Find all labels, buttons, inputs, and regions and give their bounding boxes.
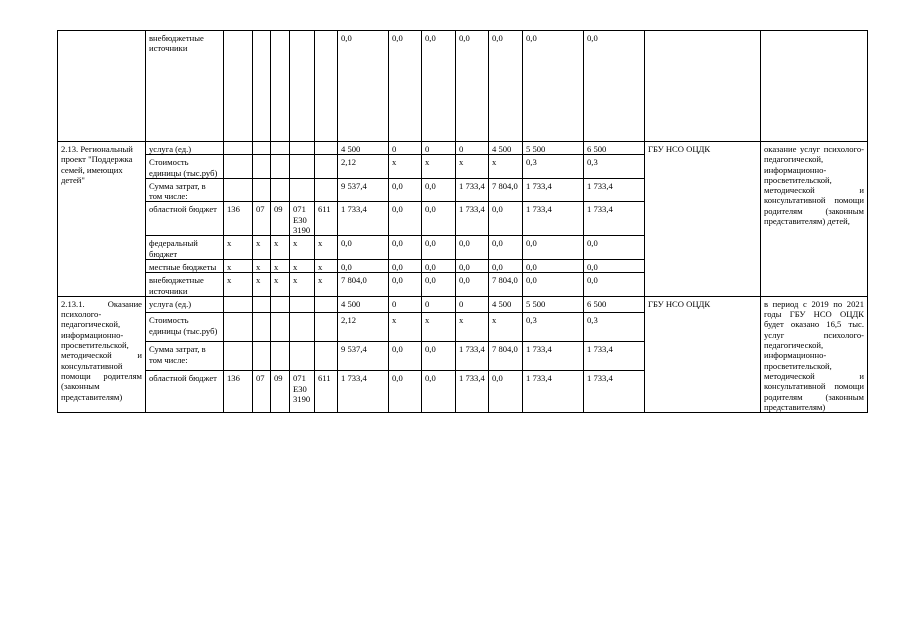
kbk-csr <box>290 31 315 142</box>
kbk-csr: 071Е303190 <box>290 202 315 236</box>
kbk-pr <box>271 313 290 342</box>
value-year: 0,0 <box>422 31 456 142</box>
value-total: 7 804,0 <box>338 273 389 297</box>
value-year: 0,0 <box>523 31 584 142</box>
expected-result <box>761 31 868 142</box>
kbk-grbs: х <box>224 273 253 297</box>
cost-item: Сумма затрат, в том числе: <box>146 342 224 371</box>
kbk-pr: х <box>271 259 290 272</box>
value-year: 0,0 <box>422 371 456 413</box>
value-total: 1 733,4 <box>338 371 389 413</box>
kbk-pr: х <box>271 273 290 297</box>
value-total: 1 733,4 <box>338 202 389 236</box>
value-year: 0,0 <box>456 31 489 142</box>
value-year: 1 733,4 <box>456 202 489 236</box>
value-year: х <box>456 313 489 342</box>
value-total: 2,12 <box>338 313 389 342</box>
value-year: 6 500 <box>584 296 645 312</box>
kbk-rz: 07 <box>253 371 271 413</box>
kbk-rz <box>253 31 271 142</box>
value-year: 1 733,4 <box>584 202 645 236</box>
value-total: 2,12 <box>338 155 389 179</box>
expected-result: в период с 2019 по 2021 годы ГБУ НСО ОЦДК будет оказано 16,5 тыс. услуг психолого-педагогической, информационно-просветительской, методической и консультативной помощи родителям (законным представителям) <box>761 296 868 412</box>
kbk-vr <box>315 342 338 371</box>
value-year: 7 804,0 <box>489 342 523 371</box>
value-year: 0,0 <box>584 31 645 142</box>
kbk-rz: х <box>253 273 271 297</box>
value-total: 9 537,4 <box>338 342 389 371</box>
value-year: 0,0 <box>489 371 523 413</box>
kbk-csr: х <box>290 236 315 260</box>
kbk-pr <box>271 155 290 179</box>
value-year: 0,0 <box>422 236 456 260</box>
kbk-pr: 09 <box>271 202 290 236</box>
cost-item: Стоимость единицы (тыс.руб) <box>146 313 224 342</box>
value-year: х <box>489 313 523 342</box>
value-year: 0,0 <box>584 273 645 297</box>
value-year: 7 804,0 <box>489 178 523 202</box>
kbk-grbs <box>224 142 253 155</box>
value-year: 0,0 <box>422 178 456 202</box>
value-total: 4 500 <box>338 296 389 312</box>
kbk-vr <box>315 142 338 155</box>
value-year: 4 500 <box>489 296 523 312</box>
executor: ГБУ НСО ОЦДК <box>645 296 761 412</box>
kbk-grbs: 136 <box>224 202 253 236</box>
kbk-pr <box>271 178 290 202</box>
expected-result: оказание услуг психолого-педагогической, информационно-просветительской, методической и консультативной помощи родителям (законным представителям) детей, <box>761 142 868 297</box>
value-year: 1 733,4 <box>584 371 645 413</box>
kbk-vr <box>315 178 338 202</box>
kbk-pr <box>271 342 290 371</box>
value-total: 0,0 <box>338 236 389 260</box>
value-year: 0,0 <box>489 31 523 142</box>
value-year: 0,3 <box>584 313 645 342</box>
kbk-grbs <box>224 296 253 312</box>
value-year: 0,0 <box>489 236 523 260</box>
kbk-rz <box>253 313 271 342</box>
value-year: 0,0 <box>389 342 422 371</box>
measure-name <box>58 31 146 142</box>
value-year: 0 <box>389 296 422 312</box>
value-year: 0,0 <box>523 273 584 297</box>
value-year: 0 <box>389 142 422 155</box>
kbk-csr <box>290 155 315 179</box>
cost-item: услуга (ед.) <box>146 142 224 155</box>
value-year: 1 733,4 <box>456 342 489 371</box>
value-year: 0,0 <box>456 273 489 297</box>
cost-item: внебюджетные источники <box>146 273 224 297</box>
cost-item: местные бюджеты <box>146 259 224 272</box>
kbk-vr: 611 <box>315 371 338 413</box>
kbk-vr <box>315 155 338 179</box>
cost-item: федеральный бюджет <box>146 236 224 260</box>
kbk-csr <box>290 142 315 155</box>
value-year: 7 804,0 <box>489 273 523 297</box>
value-year: 0,0 <box>422 202 456 236</box>
kbk-grbs <box>224 342 253 371</box>
executor <box>645 31 761 142</box>
value-year: 1 733,4 <box>456 178 489 202</box>
value-year: 0,0 <box>389 178 422 202</box>
value-year: 0,0 <box>456 259 489 272</box>
cost-item: внебюджетные источники <box>146 31 224 142</box>
value-year: 0,3 <box>523 313 584 342</box>
value-year: 0 <box>422 296 456 312</box>
value-year: 5 500 <box>523 296 584 312</box>
kbk-rz: х <box>253 236 271 260</box>
value-year: 0,0 <box>584 236 645 260</box>
value-total: 0,0 <box>338 259 389 272</box>
measure-name: 2.13.1. Оказание психолого-педагогической, информационно-просветительской, методической и консультативной помощи родителям (законным представителям) <box>58 296 146 412</box>
value-year: 0,0 <box>489 259 523 272</box>
value-year: 0,0 <box>389 259 422 272</box>
value-year: х <box>422 313 456 342</box>
executor: ГБУ НСО ОЦДК <box>645 142 761 297</box>
kbk-pr <box>271 142 290 155</box>
value-total: 0,0 <box>338 31 389 142</box>
value-year: 4 500 <box>489 142 523 155</box>
kbk-grbs: 136 <box>224 371 253 413</box>
kbk-vr <box>315 296 338 312</box>
value-year: х <box>456 155 489 179</box>
value-year: 0,0 <box>389 31 422 142</box>
value-year: 0 <box>456 142 489 155</box>
value-year: 0,3 <box>584 155 645 179</box>
kbk-pr <box>271 296 290 312</box>
kbk-csr <box>290 313 315 342</box>
kbk-grbs <box>224 31 253 142</box>
cost-item: областной бюджет <box>146 202 224 236</box>
kbk-csr <box>290 178 315 202</box>
value-year: 0,0 <box>523 236 584 260</box>
kbk-rz <box>253 178 271 202</box>
kbk-pr <box>271 31 290 142</box>
kbk-pr: х <box>271 236 290 260</box>
cost-item: Сумма затрат, в том числе: <box>146 178 224 202</box>
budget-table <box>57 30 868 413</box>
kbk-rz <box>253 296 271 312</box>
value-year: 5 500 <box>523 142 584 155</box>
kbk-csr: х <box>290 273 315 297</box>
measure-name: 2.13. Региональный проект "Поддержка семей, имеющих детей" <box>58 142 146 297</box>
value-year: 0,0 <box>456 236 489 260</box>
kbk-vr: х <box>315 259 338 272</box>
value-year: 1 733,4 <box>523 178 584 202</box>
table-row <box>58 142 868 155</box>
value-year: 1 733,4 <box>523 202 584 236</box>
value-year: 1 733,4 <box>456 371 489 413</box>
cost-item: областной бюджет <box>146 371 224 413</box>
kbk-vr: х <box>315 273 338 297</box>
kbk-vr <box>315 313 338 342</box>
value-year: 0,0 <box>422 259 456 272</box>
value-total: 4 500 <box>338 142 389 155</box>
kbk-rz <box>253 142 271 155</box>
table-row <box>58 296 868 312</box>
kbk-csr: х <box>290 259 315 272</box>
kbk-grbs <box>224 155 253 179</box>
kbk-csr <box>290 342 315 371</box>
kbk-pr: 09 <box>271 371 290 413</box>
kbk-rz: 07 <box>253 202 271 236</box>
kbk-csr <box>290 296 315 312</box>
value-year: 0,0 <box>584 259 645 272</box>
value-year: 0,3 <box>523 155 584 179</box>
kbk-grbs: х <box>224 259 253 272</box>
value-year: 0,0 <box>389 371 422 413</box>
value-year: 0,0 <box>389 236 422 260</box>
kbk-rz <box>253 155 271 179</box>
value-year: 1 733,4 <box>584 178 645 202</box>
kbk-grbs <box>224 178 253 202</box>
value-year: х <box>422 155 456 179</box>
value-year: 0 <box>422 142 456 155</box>
value-year: х <box>489 155 523 179</box>
value-year: 0 <box>456 296 489 312</box>
kbk-vr: 611 <box>315 202 338 236</box>
kbk-vr: х <box>315 236 338 260</box>
kbk-rz <box>253 342 271 371</box>
kbk-grbs: х <box>224 236 253 260</box>
value-year: 1 733,4 <box>523 371 584 413</box>
kbk-rz: х <box>253 259 271 272</box>
table-row <box>58 31 868 142</box>
value-year: х <box>389 155 422 179</box>
value-year: 0,0 <box>422 273 456 297</box>
value-year: 0,0 <box>523 259 584 272</box>
kbk-vr <box>315 31 338 142</box>
kbk-grbs <box>224 313 253 342</box>
value-year: 0,0 <box>389 202 422 236</box>
value-year: 1 733,4 <box>523 342 584 371</box>
value-total: 9 537,4 <box>338 178 389 202</box>
kbk-csr: 071Е303190 <box>290 371 315 413</box>
value-year: 1 733,4 <box>584 342 645 371</box>
cost-item: услуга (ед.) <box>146 296 224 312</box>
cost-item: Стоимость единицы (тыс.руб) <box>146 155 224 179</box>
value-year: 0,0 <box>422 342 456 371</box>
value-year: 0,0 <box>489 202 523 236</box>
value-year: 0,0 <box>389 273 422 297</box>
value-year: х <box>389 313 422 342</box>
value-year: 6 500 <box>584 142 645 155</box>
